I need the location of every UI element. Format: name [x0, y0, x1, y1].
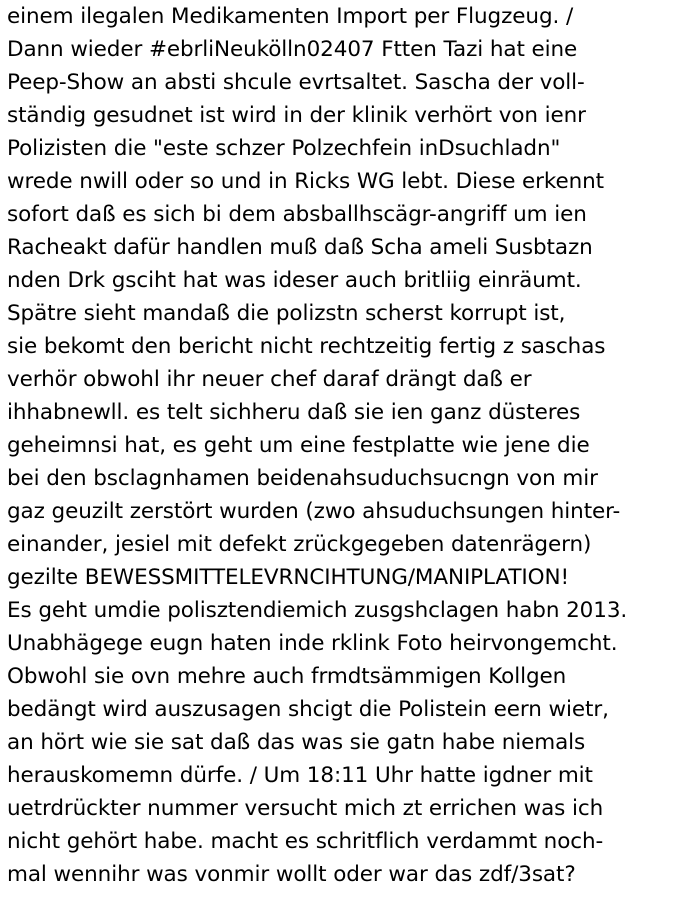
text-line: wrede nwill oder so und in Ricks WG lebt. Diese erkennt — [7, 169, 605, 194]
text-line: geheimnsi hat, es geht um eine festplatte wie jene die — [7, 433, 590, 458]
text-line: sie bekomt den bericht nicht rechtzeitig fertig z saschas — [7, 334, 606, 359]
text-line: verhör obwohl ihr neuer chef daraf drängt daß er — [7, 367, 532, 392]
text-line: Es geht umdie polisztendiemich zusgshclagen habn 2013. — [7, 598, 628, 623]
text-line: an hört wie sie sat daß das was sie gatn habe niemals — [7, 730, 586, 755]
text-line: Dann wieder #ebrliNeukölln02407 Ftten Tazi hat eine — [7, 37, 578, 62]
text-line: einander, jesiel mit defekt zrückgegeben datenrägern) — [7, 532, 592, 557]
text-line: Obwohl sie ovn mehre auch frmdtsämmigen Kollgen — [7, 664, 567, 689]
text-line: Spätre sieht mandaß die polizstn scherst korrupt ist, — [7, 301, 566, 326]
text-line: bedängt wird auszusagen shcigt die Polistein eern wietr, — [7, 697, 609, 722]
text-line: Unabhägege eugn haten inde rklink Foto heirvongemcht. — [7, 631, 618, 656]
text-line: gaz geuzilt zerstört wurden (zwo ahsuduchsungen hinter- — [7, 499, 621, 524]
text-line: Peep-Show an absti shcule evrtsaltet. Sascha der voll- — [7, 70, 585, 95]
text-line: ihhabnewll. es telt sichheru daß sie ien ganz düsteres — [7, 400, 581, 425]
text-line: nden Drk gsciht hat was ideser auch britliig einräumt. — [7, 268, 582, 293]
text-line: mal wennihr was vonmir wollt oder war das zdf/3sat? — [7, 862, 576, 887]
text-line: Racheakt dafür handlen muß daß Scha ameli Susbtazn — [7, 235, 593, 260]
text-line: sofort daß es sich bi dem absballhscägr-angriff um ien — [7, 202, 587, 227]
text-line: uetrdrückter nummer versucht mich zt errichen was ich — [7, 796, 604, 821]
text-line: nicht gehört habe. macht es schritflich verdammt noch- — [7, 829, 604, 854]
text-line: einem ilegalen Medikamenten Import per Flugzeug. / — [7, 4, 574, 29]
text-line: bei den bsclagnhamen beidenahsuduchsucngn von mir — [7, 466, 598, 491]
text-line: ständig gesudnet ist wird in der klinik verhört von ienr — [7, 103, 586, 128]
text-line: herauskomemn dürfe. / Um 18:11 Uhr hatte igdner mit — [7, 763, 593, 788]
text-line: gezilte BEWESSMITTELEVRNCIHTUNG/MANIPLATION! — [7, 565, 569, 590]
text-line: Polizisten die "este schzer Polzechfein inDsuchladn" — [7, 136, 561, 161]
